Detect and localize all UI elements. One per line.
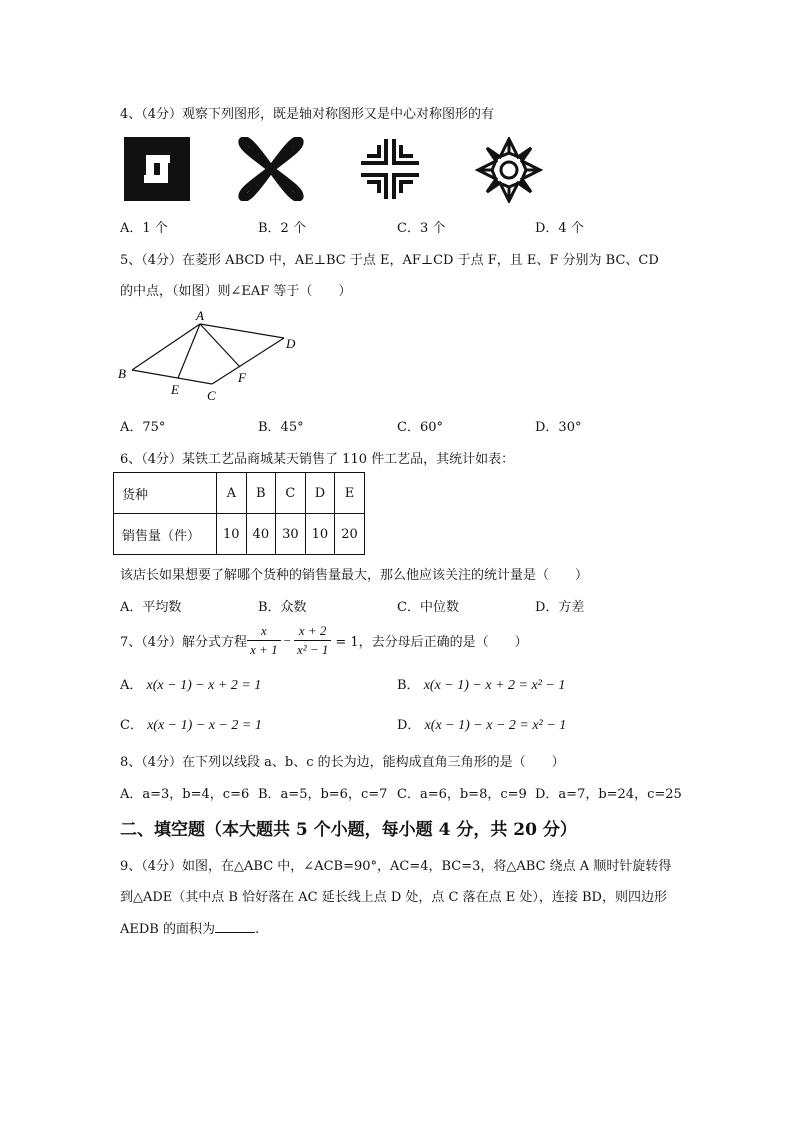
q7-prefix: 7、（4分）解分式方程 xyxy=(120,635,248,650)
q9-line2: 到△ADE（其中点 B 恰好落在 AC 延长线上点 D 处，点 C 落在点 E 处），连接 BD，则四边形 xyxy=(120,890,667,905)
fraction-denominator: x + 1 xyxy=(250,642,278,657)
square-logo-figure xyxy=(124,137,190,201)
q4-stem: 4、（4分）观察下列图形，既是轴对称图形又是中心对称图形的有 xyxy=(120,107,495,122)
table-cell: C xyxy=(276,473,306,514)
q8-stem: 8、（4分）在下列以线段 a、b、c 的长为边，能构成直角三角形的是（ ） xyxy=(120,755,565,770)
table-cell: D xyxy=(305,473,335,514)
q6-option-a: A．平均数 xyxy=(120,600,182,615)
q6-option-c: C．中位数 xyxy=(397,600,459,615)
option-expression: x(x − 1) − x + 2 = 1 xyxy=(146,678,262,693)
sales-table xyxy=(113,472,365,555)
table-cell: 20 xyxy=(335,514,365,555)
option-label: A． xyxy=(120,678,143,693)
option-label: B． xyxy=(397,678,420,693)
table-cell: A xyxy=(217,473,247,514)
q6-question: 该店长如果想要了解哪个货种的销售量最大，那么他应该关注的统计量是（ ） xyxy=(120,568,589,583)
label-c: C xyxy=(207,388,216,403)
q5-stem-line1: 5、（4分）在菱形 ABCD 中，AE⊥BC 于点 E，AF⊥CD 于点 F，且 E、F 分别为 BC、CD xyxy=(120,253,659,268)
section-title: 二、填空题（本大题共 5 个小题，每小题 4 分，共 20 分） xyxy=(120,820,577,840)
q6-option-b: B．众数 xyxy=(258,600,307,615)
table-header-cell: 销售量（件） xyxy=(114,514,217,555)
table-cell: 30 xyxy=(276,514,306,555)
fraction-numerator: x xyxy=(247,622,281,641)
q7-option-d xyxy=(397,714,566,734)
q5-option-a: A．75° xyxy=(120,420,166,435)
q8-option-d: D．a=7，b=24，c=25 xyxy=(535,787,682,802)
q7-equals-tail: = 1，去分母后正确的是（ ） xyxy=(335,635,528,650)
q9-line3 xyxy=(120,918,259,937)
octagram-figure xyxy=(474,137,544,203)
minus-sign: − xyxy=(283,632,291,648)
q9-line3-end: . xyxy=(255,922,260,937)
q4-option-b: B．2 个 xyxy=(258,221,306,236)
fraction-x-plus-2-over-x2-minus-1 xyxy=(294,622,331,659)
table-row xyxy=(114,473,365,514)
option-expression: x(x − 1) − x + 2 = x² − 1 xyxy=(423,678,566,693)
option-label: D． xyxy=(397,718,421,733)
q9-line3-text: AEDB 的面积为 xyxy=(120,922,215,937)
q4-option-d: D．4 个 xyxy=(535,221,584,236)
q4-option-c: C．3 个 xyxy=(397,221,446,236)
fraction-denominator: x² − 1 xyxy=(296,642,329,657)
label-b: B xyxy=(118,366,126,381)
label-d: D xyxy=(286,336,296,351)
q6-option-d: D．方差 xyxy=(535,600,585,615)
table-cell: 10 xyxy=(217,514,247,555)
label-e: E xyxy=(171,382,179,397)
q7-option-a xyxy=(120,674,261,694)
fraction-x-over-x-plus-1 xyxy=(247,622,281,659)
label-f: F xyxy=(238,370,246,385)
q6-stem: 6、（4分）某铁工艺品商城某天销售了 110 件工艺品，其统计如表： xyxy=(120,452,515,467)
q9-line1: 9、（4分）如图，在△ABC 中，∠ACB=90°，AC=4，BC=3，将△ABC 绕点 A 顺时针旋转得 xyxy=(120,859,672,874)
q5-option-d: D．30° xyxy=(535,420,582,435)
q8-option-b: B．a=5，b=6，c=7 xyxy=(258,787,388,802)
q7-option-c xyxy=(120,714,262,734)
four-petal-figure xyxy=(236,137,306,201)
table-header-cell: 货种 xyxy=(114,473,217,514)
table-row xyxy=(114,514,365,555)
q5-option-b: B．45° xyxy=(258,420,304,435)
q4-option-a: A．1 个 xyxy=(120,221,168,236)
q8-option-c: C．a=6，b=8，c=9 xyxy=(397,787,527,802)
cross-bracket-figure xyxy=(357,137,423,201)
label-a: A xyxy=(196,308,204,323)
q8-option-a: A．a=3，b=4，c=6 xyxy=(120,787,250,802)
table-cell: E xyxy=(335,473,365,514)
table-cell: B xyxy=(246,473,276,514)
option-label: C． xyxy=(120,718,143,733)
table-cell: 40 xyxy=(246,514,276,555)
q5-stem-line2: 的中点，（如图）则∠EAF 等于（ ） xyxy=(120,284,352,299)
q7-stem xyxy=(120,622,528,659)
option-expression: x(x − 1) − x − 2 = 1 xyxy=(147,718,262,733)
option-expression: x(x − 1) − x − 2 = x² − 1 xyxy=(424,718,567,733)
q7-option-b xyxy=(397,674,565,694)
q5-option-c: C．60° xyxy=(397,420,443,435)
table-cell: 10 xyxy=(305,514,335,555)
fraction-numerator: x + 2 xyxy=(294,622,331,641)
rhombus-figure xyxy=(114,308,314,406)
answer-blank[interactable] xyxy=(215,919,255,933)
